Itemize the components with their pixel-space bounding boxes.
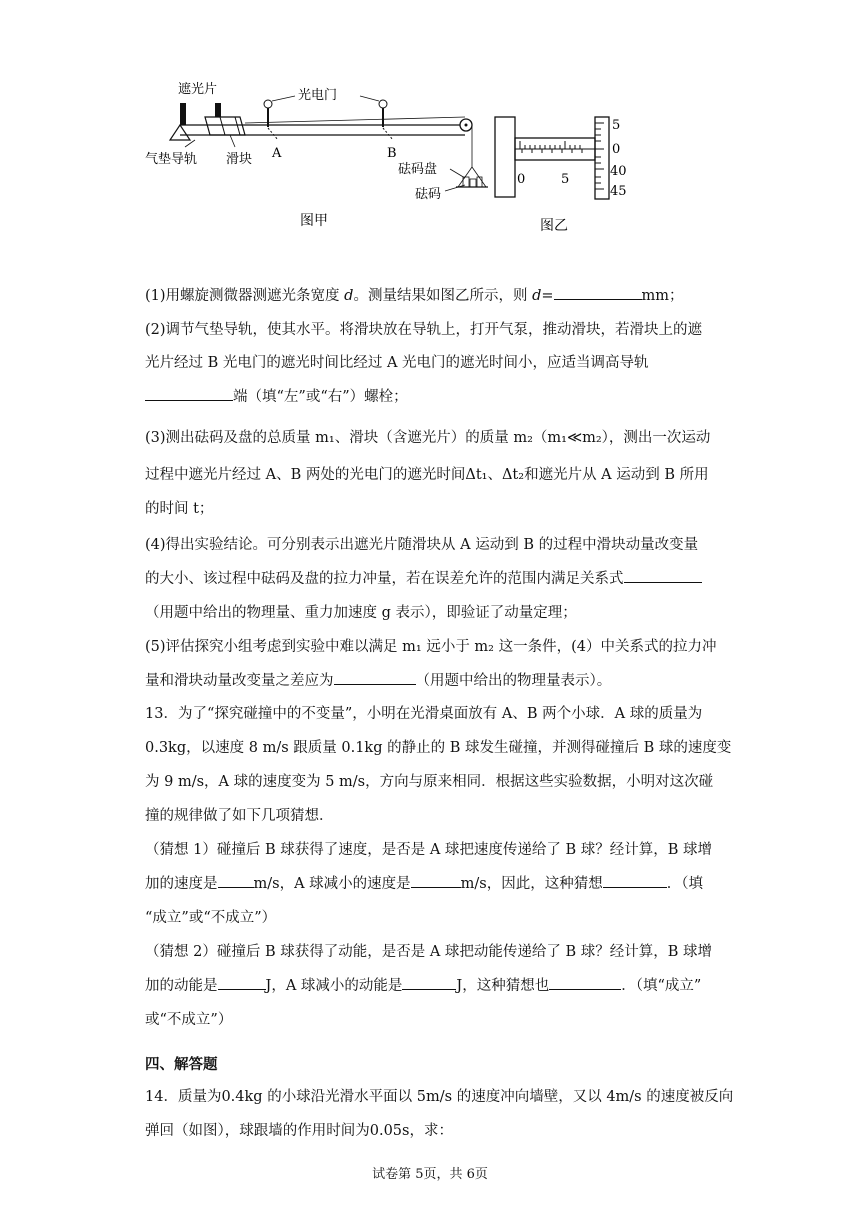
q12-part4-line2 (145, 568, 720, 590)
text: 量和滑块动量改变量之差应为 (145, 673, 334, 689)
answer-blank[interactable] (218, 975, 266, 990)
text: J，这种猜想也 (456, 978, 550, 994)
text: m/s，因此，这种猜想 (460, 876, 603, 892)
q13-guess1-line1: （猜想 1）碰撞后 B 球获得了速度，是否是 A 球把速度传递给了 B 球？经计算，B 球增 (145, 842, 713, 858)
answer-blank[interactable] (411, 873, 461, 888)
q12-part4-line3: （用题中给出的物理量、重力加速度 g 表示），即验证了动量定理； (145, 605, 577, 621)
q12-part4-line1: (4)得出实验结论。可分别表示出遮光片随滑块从 A 运动到 B 的过程中滑块动量改变量 (145, 537, 699, 553)
text: ．（填 (666, 876, 703, 892)
answer-blank[interactable] (218, 873, 254, 888)
q12-part3-line1: (3)测出砝码及盘的总质量 m₁、滑块（含遮光片）的质量 m₂（m₁≪m₂），测出一次运动 (145, 430, 711, 446)
text: 端（填“左”或“右”）螺栓； (233, 389, 408, 405)
thimble-mark-45: 45 (610, 184, 627, 199)
q14-line1: 14．质量为0.4kg 的小球沿光滑水平面以 5m/s 的速度冲向墙壁，又以 4m/s 的速度被反向 (145, 1089, 734, 1105)
label-B: B (387, 146, 397, 161)
answer-blank[interactable] (624, 568, 702, 583)
q12-part5-line2 (145, 670, 720, 692)
q12-part3-line2: 过程中遮光片经过 A、B 两处的光电门的遮光时间Δt₁、Δt₂和遮光片从 A 运动到 B 所用 (145, 467, 709, 483)
q12-part1 (145, 285, 720, 307)
label-gate: 光电门 (298, 88, 338, 103)
text: J，A 球减小的动能是 (265, 978, 403, 994)
figure-jia (145, 81, 488, 229)
text: （用题中给出的物理量表示）。 (415, 673, 612, 689)
symbol-d: d (532, 288, 542, 304)
answer-blank[interactable] (145, 386, 233, 401)
figure-yi-micrometer (495, 117, 627, 234)
q12-part2-line2: 光片经过 B 光电门的遮光时间比经过 A 光电门的遮光时间小，应适当调高导轨 (145, 355, 649, 371)
label-A: A (272, 146, 282, 161)
text: 加的速度是 (145, 876, 218, 892)
q13-guess2-line2 (145, 975, 720, 997)
q12-part2-line1: (2)调节气垫导轨，使其水平。将滑块放在导轨上，打开气泵，推动滑块，若滑块上的遮 (145, 322, 703, 338)
label-rail: 气垫导轨 (145, 152, 198, 167)
text: 加的动能是 (145, 978, 218, 994)
experiment-figures (140, 82, 640, 240)
q13-line1: 13．为了“探究碰撞中的不变量”，小明在光滑桌面放有 A、B 两个小球．A 球的质量为 (145, 706, 703, 722)
page-footer: 试卷第 5页，共 6页 (372, 1167, 488, 1182)
q13-guess2-line3: 或“不成立”） (145, 1012, 233, 1028)
section-heading: 四、解答题 (145, 1056, 218, 1073)
label-pan: 砝码盘 (398, 162, 438, 177)
thimble-mark-0: 0 (612, 142, 621, 157)
answer-blank[interactable] (402, 975, 456, 990)
label-weight: 砝码 (415, 187, 442, 202)
q12-part3-line3: 的时间 t； (145, 501, 214, 517)
q14-line2: 弹回（如图），球跟墙的作用时间为0.05s，求： (145, 1123, 453, 1139)
text: (1)用螺旋测微器测遮光条宽度 (145, 288, 345, 304)
sleeve-mark-0: 0 (517, 172, 526, 187)
q13-guess1-line2 (145, 873, 720, 895)
q13-line3: 为 9 m/s，A 球的速度变为 5 m/s，方向与原来相同．根据这些实验数据，小明对这次碰 (145, 774, 714, 790)
thimble-mark-40: 40 (610, 164, 627, 179)
q12-part2-line3 (145, 386, 720, 408)
answer-blank[interactable] (549, 975, 621, 990)
text: ．（填“成立” (621, 978, 702, 994)
sleeve-mark-5: 5 (561, 172, 570, 187)
q13-line4: 撞的规律做了如下几项猜想． (145, 808, 334, 824)
q13-guess1-line3: “成立”或“不成立”） (145, 910, 277, 926)
caption-yi: 图乙 (540, 218, 568, 234)
text: mm； (641, 288, 684, 304)
thimble-mark-5: 5 (612, 118, 621, 133)
label-slider: 滑块 (226, 152, 253, 167)
text: m/s，A 球减小的速度是 (253, 876, 411, 892)
text: 。测量结果如图乙所示，则 (353, 288, 533, 304)
text: 的大小、该过程中砝码及盘的拉力冲量，若在误差允许的范围内满足关系式 (145, 571, 624, 587)
answer-blank[interactable] (554, 285, 642, 300)
symbol-d: d (344, 288, 354, 304)
answer-blank[interactable] (334, 670, 416, 685)
q13-line2: 0.3kg，以速度 8 m/s 跟质量 0.1kg 的静止的 B 球发生碰撞，并测得碰撞后 B 球的速度变 (145, 740, 732, 756)
q13-guess2-line1: （猜想 2）碰撞后 B 球获得了动能，是否是 A 球把动能传递给了 B 球？经计算，B 球增 (145, 944, 713, 960)
q12-part5-line1: (5)评估探究小组考虑到实验中难以满足 m₁ 远小于 m₂ 这一条件，(4）中关系式的拉力冲 (145, 639, 717, 655)
caption-jia: 图甲 (300, 213, 328, 229)
text: = (541, 288, 554, 304)
label-shade: 遮光片 (178, 82, 218, 97)
answer-blank[interactable] (603, 873, 667, 888)
